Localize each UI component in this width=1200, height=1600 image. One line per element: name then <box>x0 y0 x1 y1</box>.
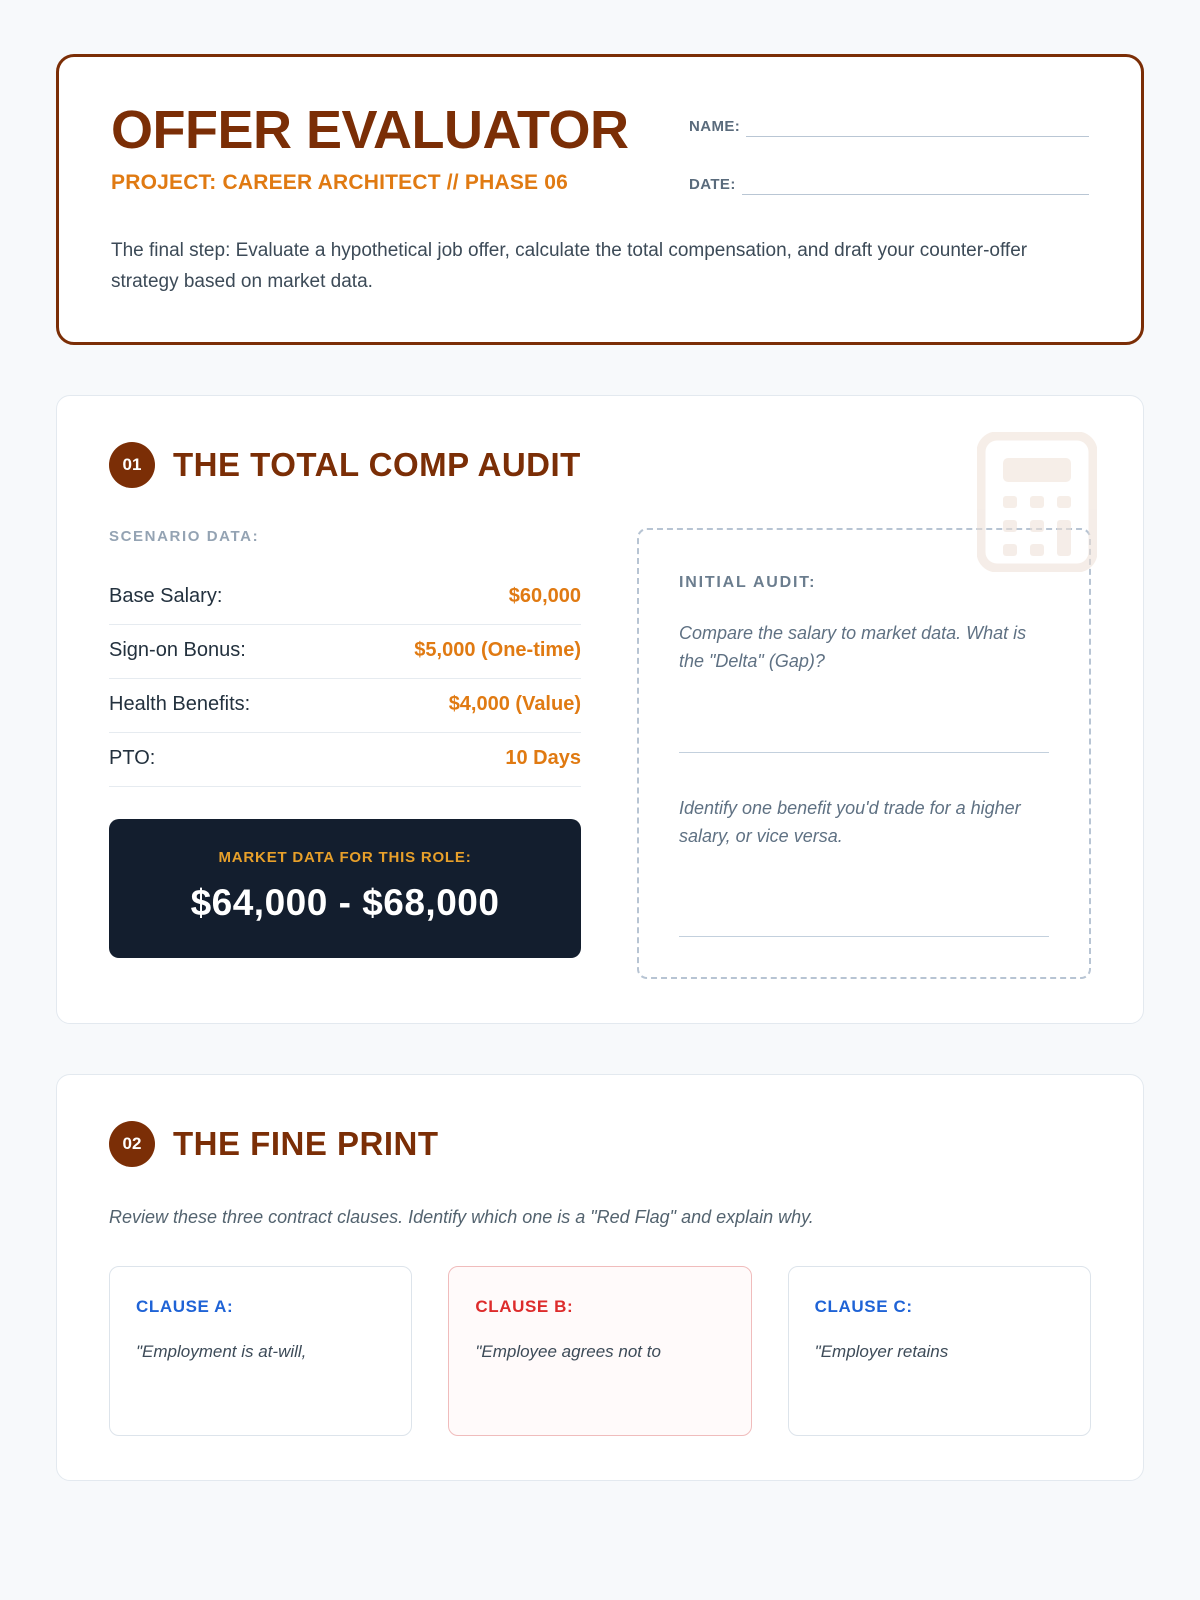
section-fine-print <box>56 1074 1144 1481</box>
header-title-block <box>111 100 629 195</box>
audit-answer-line-1[interactable] <box>679 675 1049 753</box>
row-label: PTO: <box>109 746 156 769</box>
clause-title: CLAUSE C: <box>814 1297 913 1317</box>
date-field-label: DATE: <box>689 176 736 193</box>
row-value: $5,000 (One-time) <box>414 638 581 661</box>
clause-text: "Employment is at-will, <box>136 1342 307 1362</box>
audit-prompt-2: Identify one benefit you'd trade for a higher salary, or vice versa. <box>679 798 1021 847</box>
name-input[interactable] <box>746 113 1089 137</box>
clause-title: CLAUSE A: <box>136 1297 234 1317</box>
section2-intro: Review these three contract clauses. Identify which one is a "Red Flag" and explain why. <box>109 1207 814 1228</box>
row-label: Health Benefits: <box>109 692 251 715</box>
market-data-box <box>109 819 581 958</box>
market-data-range: $64,000 - $68,000 <box>190 881 500 923</box>
clause-card-b[interactable] <box>448 1266 751 1436</box>
table-row <box>109 679 581 733</box>
row-label: Sign-on Bonus: <box>109 638 246 661</box>
row-value: 10 Days <box>505 746 581 769</box>
initial-audit-box <box>637 528 1091 980</box>
header-card <box>56 54 1144 345</box>
header-fields <box>689 113 1089 195</box>
clause-title: CLAUSE B: <box>475 1297 574 1317</box>
section1-badge: 01 <box>109 442 155 488</box>
initial-audit-panel <box>637 528 1091 980</box>
table-row <box>109 571 581 625</box>
table-row <box>109 625 581 679</box>
page-subtitle: PROJECT: CAREER ARCHITECT // PHASE 06 <box>111 171 569 194</box>
calculator-icon <box>977 432 1097 577</box>
clause-text: "Employer retains <box>814 1342 949 1362</box>
section2-heading <box>109 1121 1091 1167</box>
page-title: OFFER EVALUATOR <box>111 100 629 160</box>
row-label: Base Salary: <box>109 584 223 607</box>
date-field-row <box>689 171 1089 195</box>
clause-text: "Employee agrees not to <box>475 1342 661 1362</box>
clause-card-c[interactable] <box>788 1266 1091 1436</box>
section2-badge: 02 <box>109 1121 155 1167</box>
name-field-label: NAME: <box>689 118 741 135</box>
scenario-data-heading: SCENARIO DATA: <box>109 527 260 545</box>
row-value: $60,000 <box>508 584 581 607</box>
table-row <box>109 733 581 787</box>
audit-answer-line-2[interactable] <box>679 851 1049 937</box>
header-description: The final step: Evaluate a hypothetical job offer, calculate the total compensation, and draft your counter-offer strategy based on market data. <box>111 240 1028 293</box>
header-top-row <box>111 100 1089 195</box>
section1-body <box>109 528 1091 980</box>
section1-heading <box>109 442 1091 488</box>
section-total-comp-audit <box>56 395 1144 1025</box>
clause-card-a[interactable] <box>109 1266 412 1436</box>
section1-title: THE TOTAL COMP AUDIT <box>173 445 581 483</box>
row-value: $4,000 (Value) <box>448 692 581 715</box>
market-data-label: MARKET DATA FOR THIS ROLE: <box>218 848 472 866</box>
scenario-data-panel <box>109 528 581 980</box>
date-input[interactable] <box>742 171 1089 195</box>
clause-list <box>109 1266 1091 1436</box>
audit-prompt-1: Compare the salary to market data. What is the "Delta" (Gap)? <box>679 622 1027 671</box>
name-field-row <box>689 113 1089 137</box>
section2-title: THE FINE PRINT <box>173 1125 439 1163</box>
initial-audit-title: INITIAL AUDIT: <box>679 573 817 591</box>
